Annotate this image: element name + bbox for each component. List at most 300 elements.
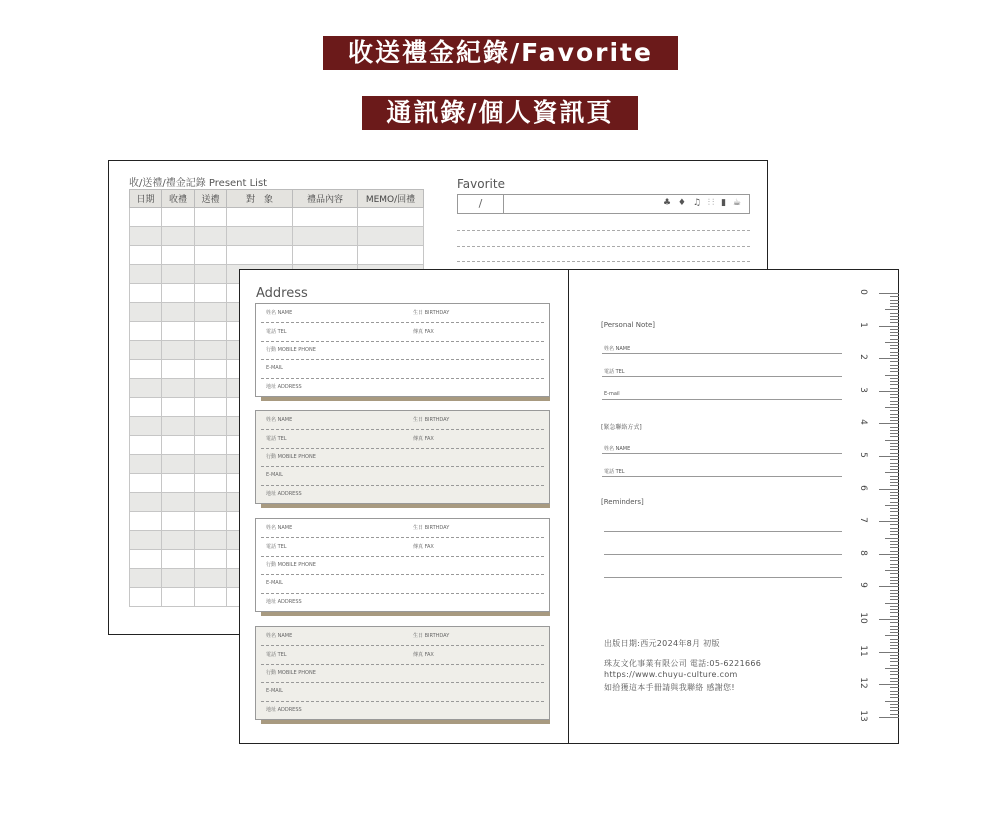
ruler-tick [879,717,899,718]
ruler-tick [890,306,899,307]
address-card-shadow [261,397,550,401]
personal-info-page [568,269,899,744]
address-card-row [261,627,544,646]
header-sent: 送禮 [195,190,227,208]
ruler-tick [890,479,899,480]
mobile-label: 行動 MOBILE PHONE [266,670,316,676]
ruler-tick [890,697,899,698]
address-card [255,410,550,504]
ruler-tick [890,560,899,561]
ruler-tick [890,303,899,304]
ruler-number: 11 [858,644,868,657]
table-cell [293,227,358,246]
ruler-tick [890,580,899,581]
ruler-tick [885,309,899,310]
address-label: 地址 ADDRESS [266,384,302,390]
table-cell [195,303,227,322]
reminders-line [604,577,842,578]
address-label: 地址 ADDRESS [266,491,302,497]
fax-label: 傳真 FAX [413,543,434,550]
tel-line [602,376,842,377]
ruler-tick [890,661,899,662]
ruler-number: 6 [858,484,868,491]
header-received: 收禮 [162,190,195,208]
table-cell [130,322,162,341]
table-cell [195,208,227,227]
ruler-tick [879,391,899,392]
ruler-tick [890,394,899,395]
ruler-tick [879,456,899,457]
address-card-row [261,467,544,486]
emergency-name-label: 姓名 NAME [604,446,631,452]
ruler-tick [890,564,899,565]
table-cell [195,588,227,607]
tel-label: 電話 TEL [266,543,287,550]
table-cell [130,436,162,455]
mobile-label: 行動 MOBILE PHONE [266,347,316,353]
address-card-row [261,341,544,360]
table-cell [162,474,195,493]
favorite-line [457,261,750,262]
ruler-tick [890,459,899,460]
emergency-tel-label: 電話 TEL [604,469,625,475]
ruler-tick [890,583,899,584]
ruler-number: 13 [858,710,868,722]
table-cell [293,246,358,265]
table-cell [195,284,227,303]
mobile-label: 行動 MOBILE PHONE [266,562,316,568]
favorite-header-box [457,194,750,214]
ruler-tick [885,538,899,539]
ruler-tick [890,332,899,333]
ruler-tick [890,335,899,336]
ruler-number: 9 [858,582,868,589]
ruler-tick [890,319,899,320]
name-label: 姓名 NAME [266,525,293,531]
address-card [255,626,550,720]
table-cell [195,227,227,246]
address-card-row [261,430,544,449]
header-recipient: 對 象 [227,190,293,208]
table-cell [130,455,162,474]
ruler-number: 3 [858,386,868,393]
ruler-tick [890,384,899,385]
ruler-tick [890,599,899,600]
ruler-tick [890,622,899,623]
ruler [858,289,899,722]
favorite-slash: / [458,195,504,213]
email-label: E-MAIL [266,364,283,371]
emergency-heading: [緊急聯絡方式] [601,424,642,431]
address-card [255,518,550,612]
ruler-tick [890,365,899,366]
table-cell [162,303,195,322]
address-label: 地址 ADDRESS [266,707,302,713]
ruler-tick [890,524,899,525]
table-cell [130,227,162,246]
ruler-tick [890,551,899,552]
tel-label: 電話 TEL [604,369,625,375]
address-card-shadow [261,720,550,724]
table-cell [162,227,195,246]
ruler-tick [890,714,899,715]
ruler-tick [879,652,899,653]
table-cell [162,531,195,550]
table-cell [195,246,227,265]
ruler-tick [890,612,899,613]
ruler-tick [890,368,899,369]
address-card-row [261,304,544,323]
table-cell [130,550,162,569]
ruler-tick [879,586,899,587]
table-cell [195,569,227,588]
ruler-tick [890,671,899,672]
ruler-tick [890,687,899,688]
ruler-tick [890,371,899,372]
fax-label: 傳真 FAX [413,435,434,442]
ruler-tick [890,655,899,656]
table-cell [130,588,162,607]
email-label: E-MAIL [266,687,283,694]
ruler-tick [890,361,899,362]
address-page [239,269,570,744]
reminders-line [604,554,842,555]
fax-label: 傳真 FAX [413,651,434,658]
ruler-tick [890,691,899,692]
ruler-tick [890,453,899,454]
ruler-tick [890,348,899,349]
ruler-tick [879,521,899,522]
ruler-tick [890,502,899,503]
table-cell [162,246,195,265]
table-cell [162,436,195,455]
name-label: 姓名 NAME [266,417,293,423]
ruler-tick [890,557,899,558]
ruler-tick [890,417,899,418]
table-cell [358,227,424,246]
ruler-tick [890,449,899,450]
address-card-row [261,701,544,720]
ruler-tick [890,547,899,548]
ruler-tick [890,593,899,594]
table-cell [195,436,227,455]
ruler-tick [890,355,899,356]
ruler-tick [890,433,899,434]
table-cell [162,284,195,303]
ruler-tick [890,704,899,705]
address-card-row [261,378,544,397]
present-list-title: 收/送禮/禮金記錄 Present List [129,178,268,189]
ruler-tick [890,414,899,415]
table-cell [293,208,358,227]
birthday-label: 生日 BIRTHDAY [413,633,450,639]
email-label: E-MAIL [266,471,283,478]
address-card-row [261,556,544,575]
ruler-tick [890,534,899,535]
ruler-tick [890,531,899,532]
ruler-tick [890,596,899,597]
address-card-row [261,683,544,702]
ruler-tick [890,388,899,389]
address-title: Address [256,286,308,301]
ruler-tick [879,293,899,294]
address-card [255,303,550,397]
table-cell [162,550,195,569]
address-card-row [261,664,544,683]
publication-date: 出版日期:西元2024年8月 初版 [604,639,720,648]
ruler-tick [885,440,899,441]
table-cell [130,531,162,550]
address-card-row [261,323,544,342]
ruler-number: 0 [858,289,868,295]
table-cell [227,208,293,227]
tel-label: 電話 TEL [266,435,287,442]
table-cell [130,417,162,436]
ruler-tick [890,590,899,591]
name-line [602,353,842,354]
address-card-shadow [261,612,550,616]
ruler-tick [890,642,899,643]
ruler-tick [885,570,899,571]
ruler-number: 2 [858,354,868,361]
birthday-label: 生日 BIRTHDAY [413,417,450,423]
address-card-row [261,593,544,612]
ruler-tick [890,313,899,314]
reminders-line [604,531,842,532]
ruler-tick [885,701,899,702]
ruler-tick [890,694,899,695]
ruler-tick [890,427,899,428]
table-cell [195,398,227,417]
ruler-tick [890,508,899,509]
table-cell [195,322,227,341]
ruler-tick [890,665,899,666]
table-cell [130,398,162,417]
ruler-tick [890,476,899,477]
table-cell [227,227,293,246]
ruler-tick [890,316,899,317]
ruler-tick [885,472,899,473]
table-cell [195,512,227,531]
ruler-tick [890,528,899,529]
ruler-tick [885,505,899,506]
header-memo: MEMO/回禮 [358,190,424,208]
table-cell [358,246,424,265]
ruler-number: 12 [858,677,868,689]
ruler-number: 1 [858,321,868,328]
ruler-tick [890,577,899,578]
ruler-tick [890,511,899,512]
ruler-tick [879,619,899,620]
ruler-tick [890,678,899,679]
ruler-tick [890,469,899,470]
ruler-number: 4 [858,419,868,426]
name-label: 姓名 NAME [604,346,631,352]
ruler-tick [890,498,899,499]
address-card-row [261,519,544,538]
ruler-tick [879,326,899,327]
table-cell [195,379,227,398]
table-cell [130,303,162,322]
ruler-tick [890,674,899,675]
address-card-shadow [261,504,550,508]
table-cell [195,550,227,569]
table-cell [162,208,195,227]
ruler-tick [879,358,899,359]
table-cell [130,569,162,588]
table-cell [162,360,195,379]
table-cell [195,474,227,493]
ruler-tick [885,407,899,408]
tel-label: 電話 TEL [266,651,287,658]
table-cell [195,341,227,360]
table-cell [162,322,195,341]
ruler-tick [890,322,899,323]
table-cell [162,341,195,360]
title-banner-favorite: 收送禮金紀錄/Favorite [323,36,678,70]
address-card-row [261,646,544,665]
ruler-tick [890,658,899,659]
ruler-tick [890,420,899,421]
ruler-tick [890,632,899,633]
table-cell [162,417,195,436]
publisher-website: https://www.chuyu-culture.com [604,670,738,679]
ruler-tick [890,485,899,486]
ruler-tick [879,489,899,490]
table-row [130,208,424,227]
header-date: 日期 [130,190,162,208]
table-cell [162,569,195,588]
ruler-tick [890,616,899,617]
ruler-tick [885,603,899,604]
ruler-tick [890,606,899,607]
ruler-tick [879,554,899,555]
publisher-info: 珠友文化事業有限公司 電話:05-6221666 [604,659,762,668]
ruler-tick [890,436,899,437]
ruler-tick [890,352,899,353]
table-cell [130,265,162,284]
ruler-tick [890,339,899,340]
ruler-tick [890,401,899,402]
reminders-heading: [Reminders] [601,498,644,506]
table-cell [162,493,195,512]
table-cell [195,265,227,284]
emergency-name-line [602,453,842,454]
table-cell [162,379,195,398]
ruler-tick [890,518,899,519]
table-row [130,246,424,265]
favorite-line [457,246,750,247]
ruler-tick [890,544,899,545]
address-card-row [261,538,544,557]
favorite-line [457,230,750,231]
table-cell [130,208,162,227]
table-cell [162,265,195,284]
ruler-tick [890,681,899,682]
ruler-tick [890,300,899,301]
ruler-tick [890,515,899,516]
table-cell [130,360,162,379]
email-label: E-MAIL [266,579,283,586]
ruler-tick [879,423,899,424]
address-card-row [261,575,544,594]
ruler-tick [890,567,899,568]
title-banner-address: 通訊錄/個人資訊頁 [362,96,638,130]
ruler-tick [890,345,899,346]
ruler-tick [890,397,899,398]
favorite-icons: ♣ ♦ ♫ ⫶⫶ ▮ ☕ [662,198,743,208]
name-label: 姓名 NAME [266,310,293,316]
email-line [602,399,842,400]
ruler-number: 8 [858,549,868,556]
ruler-tick [890,381,899,382]
ruler-tick [890,492,899,493]
emergency-tel-line [602,476,842,477]
ruler-tick [890,410,899,411]
ruler-tick [890,495,899,496]
table-cell [130,512,162,531]
ruler-tick [890,639,899,640]
ruler-tick [885,635,899,636]
table-cell [195,531,227,550]
ruler-tick [890,463,899,464]
table-cell [130,341,162,360]
ruler-tick [885,375,899,376]
ruler-tick [890,710,899,711]
address-card-row [261,448,544,467]
ruler-tick [890,296,899,297]
ruler-tick [890,443,899,444]
ruler-tick [890,466,899,467]
table-cell [162,588,195,607]
ruler-tick [890,329,899,330]
table-cell [162,512,195,531]
ruler-tick [879,684,899,685]
table-cell [195,455,227,474]
table-cell [227,246,293,265]
ruler-tick [885,342,899,343]
mobile-label: 行動 MOBILE PHONE [266,454,316,460]
ruler-tick [890,629,899,630]
table-cell [130,379,162,398]
address-card-row [261,360,544,379]
header-gift-content: 禮品內容 [293,190,358,208]
tel-label: 電話 TEL [266,328,287,335]
table-cell [195,360,227,379]
table-cell [130,493,162,512]
ruler-number: 7 [858,517,868,524]
ruler-tick [890,645,899,646]
table-cell [162,398,195,417]
ruler-tick [890,573,899,574]
address-card-row [261,411,544,430]
address-label: 地址 ADDRESS [266,599,302,605]
ruler-tick [890,404,899,405]
birthday-label: 生日 BIRTHDAY [413,525,450,531]
ruler-tick [890,707,899,708]
table-cell [195,417,227,436]
table-cell [358,208,424,227]
ruler-tick [885,668,899,669]
personal-note-heading: [Personal Note] [601,321,656,329]
fax-label: 傳真 FAX [413,328,434,335]
table-cell [195,493,227,512]
table-cell [130,246,162,265]
ruler-number: 10 [858,612,868,624]
ruler-tick [890,626,899,627]
table-cell [130,284,162,303]
table-cell [130,474,162,493]
